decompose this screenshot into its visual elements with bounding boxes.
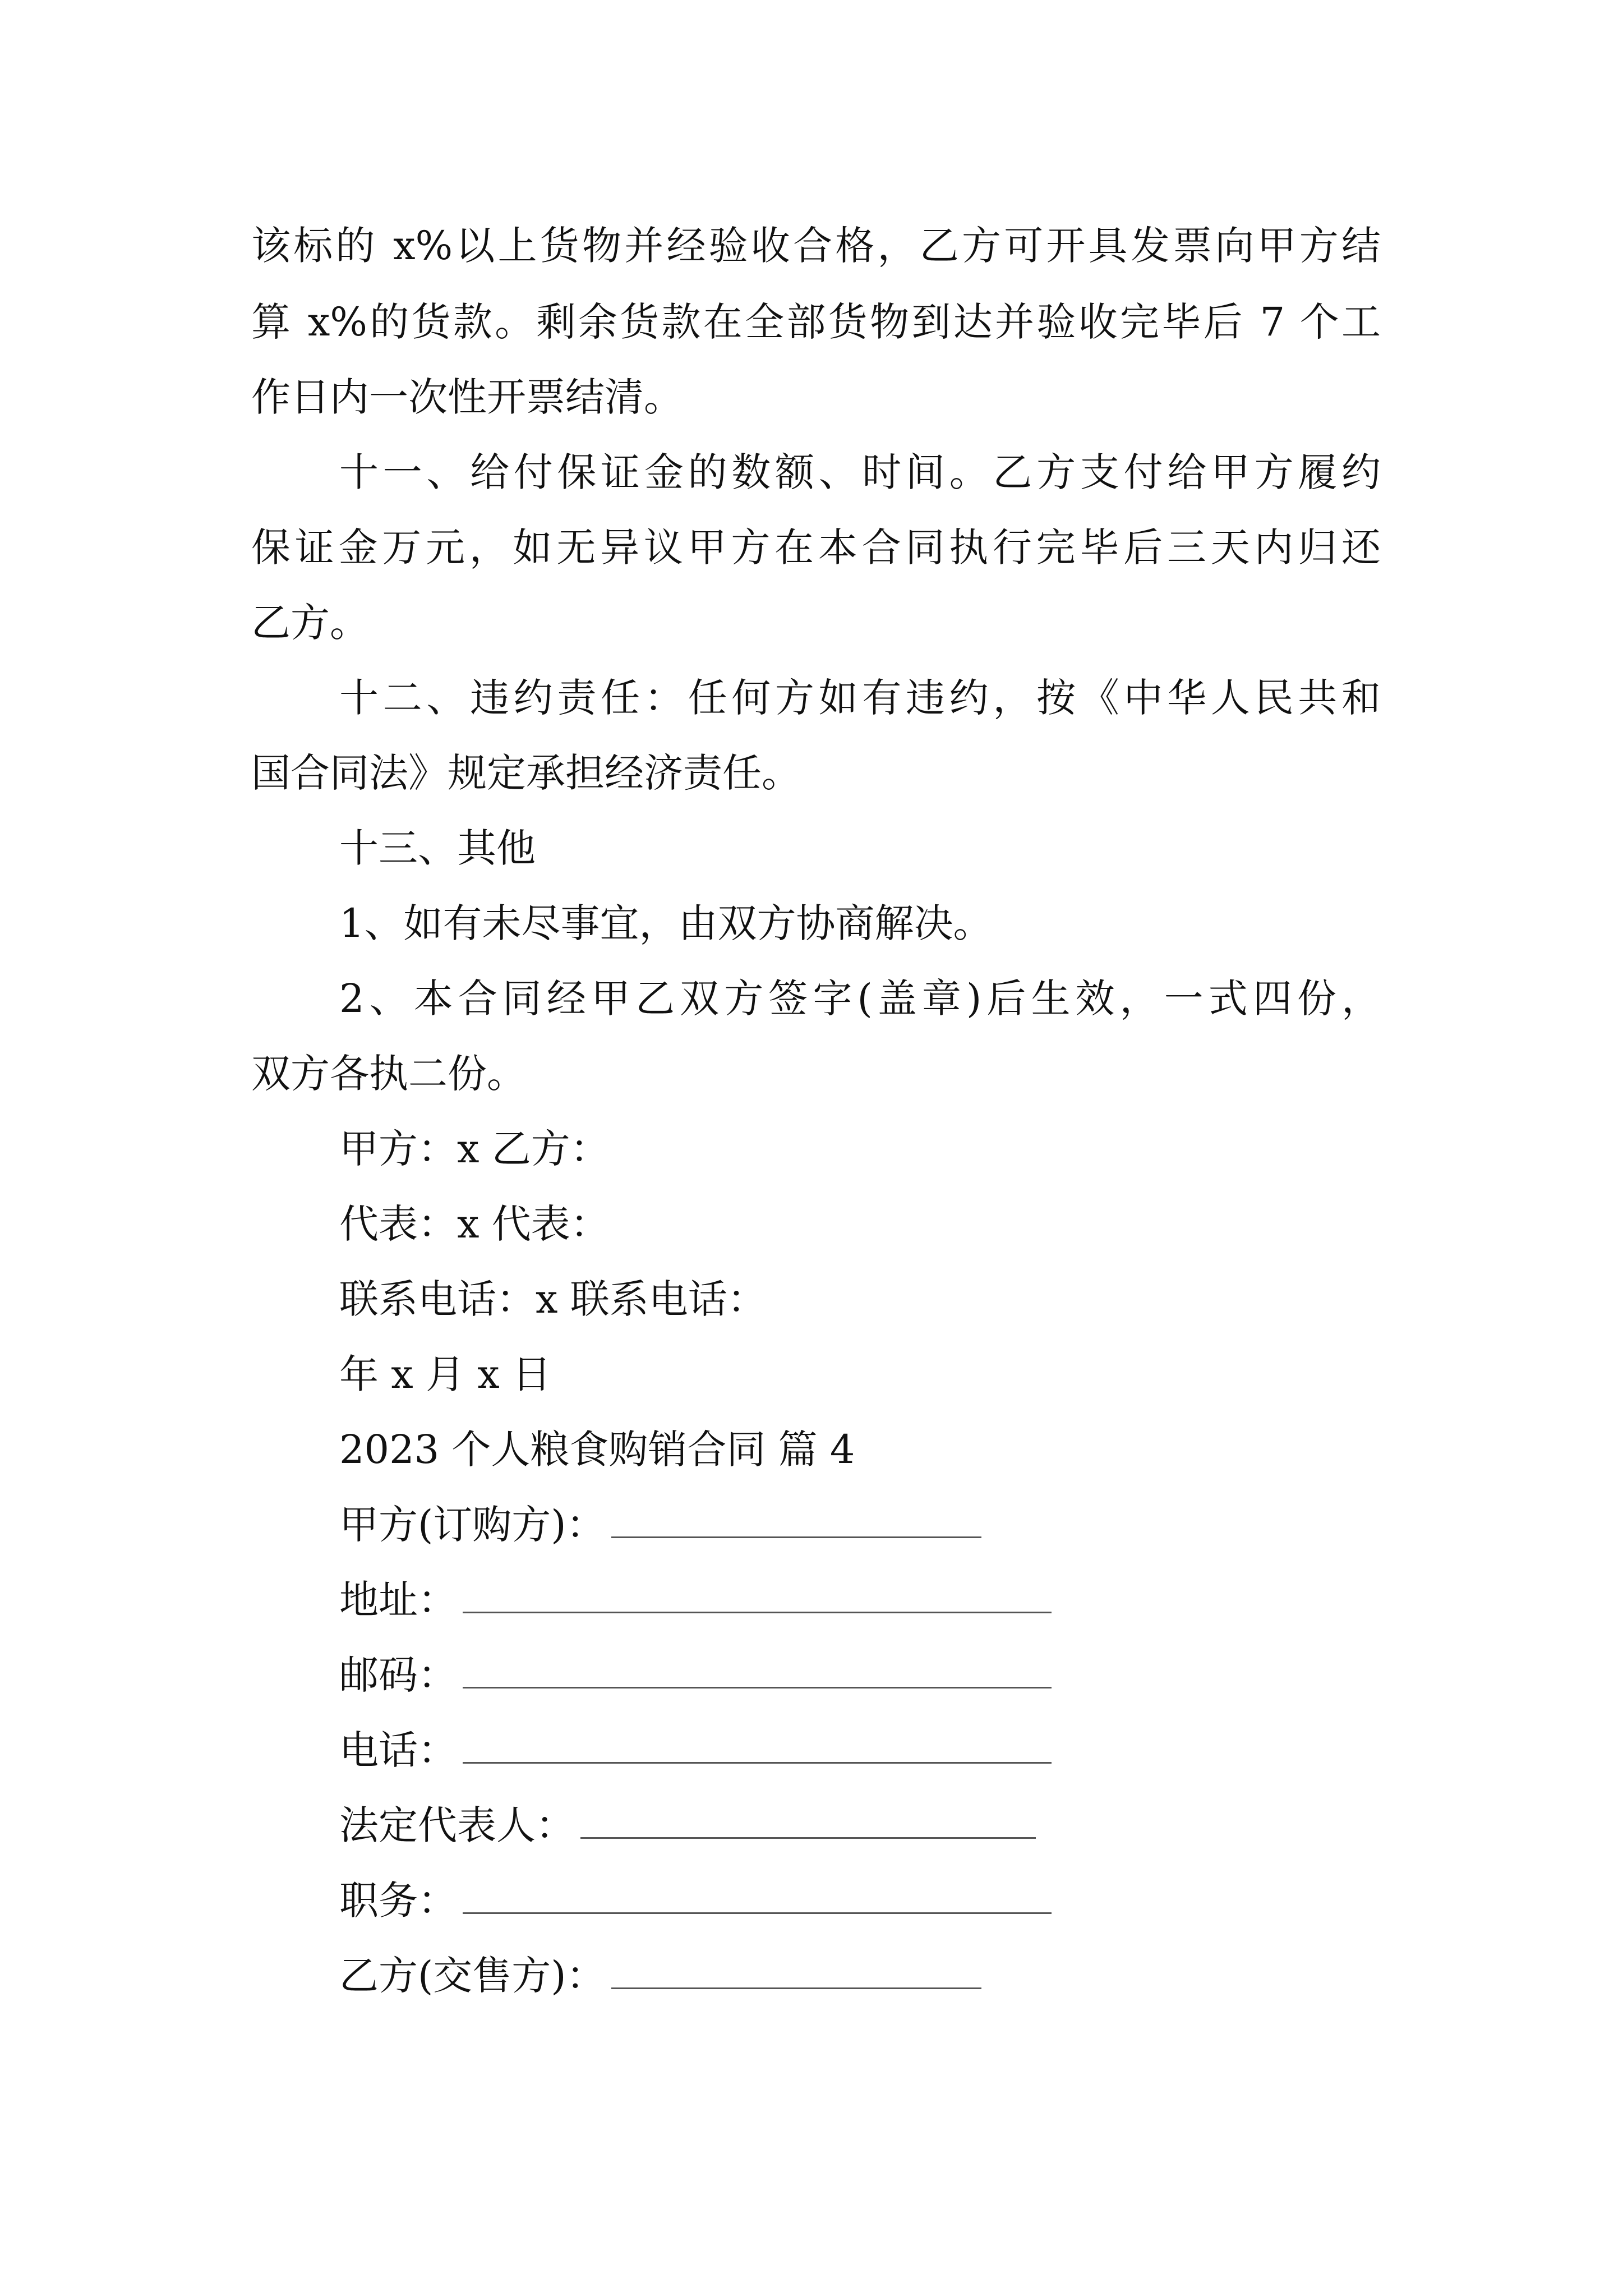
body-text-line: 作日内一次性开票结清。 (251, 374, 683, 420)
position-blank-field (463, 1883, 1052, 1914)
postcode-blank-field (463, 1658, 1052, 1688)
form-row-postcode (339, 1647, 1052, 1703)
buyer-blank-field (611, 1507, 981, 1538)
body-text-line: 国合同法》规定承担经济责任。 (251, 750, 801, 796)
body-text-line: 算 x%的货款。剩余货款在全部货物到达并验收完毕后 7 个工 (251, 299, 1381, 345)
form-row-address (339, 1572, 1052, 1628)
section-title: 2023 个人粮食购销合同 篇 4 (339, 1427, 855, 1473)
form-label-phone: 电话： (339, 1727, 457, 1773)
clause-eleven-heading: 十一、给付保证金的数额、时间。乙方支付给甲方履约 (339, 449, 1381, 495)
form-row-position (339, 1872, 1052, 1929)
body-text-line: 乙方。 (251, 600, 369, 646)
phone-blank-field (463, 1733, 1052, 1764)
address-blank-field (463, 1582, 1052, 1613)
form-row-buyer (339, 1497, 981, 1553)
signature-phone-line: 联系电话：x 联系电话： (339, 1276, 767, 1322)
clause-twelve-heading: 十二、违约责任：任何方如有违约，按《中华人民共和 (339, 675, 1381, 721)
form-label-address: 地址： (339, 1577, 457, 1623)
body-text-line: 该标的 x%以上货物并经验收合格，乙方可开具发票向甲方结 (251, 223, 1381, 269)
legal-representative-blank-field (580, 1808, 1036, 1839)
form-label-legal-representative: 法定代表人： (339, 1802, 575, 1848)
form-row-phone (339, 1722, 1052, 1778)
signature-date-line: 年 x 月 x 日 (339, 1351, 551, 1397)
form-label-buyer: 甲方(订购方)： (339, 1502, 606, 1548)
body-text-line: 双方各执二份。 (251, 1051, 526, 1097)
signature-party-line: 甲方：x 乙方： (339, 1126, 610, 1172)
clause-thirteen-heading: 十三、其他 (339, 825, 536, 871)
form-label-postcode: 邮码： (339, 1652, 457, 1698)
form-label-seller: 乙方(交售方)： (339, 1953, 606, 1999)
body-text-line: 保证金万元，如无异议甲方在本合同执行完毕后三天内归还 (251, 524, 1381, 570)
form-row-seller (339, 1948, 981, 2004)
signature-representative-line: 代表：x 代表： (339, 1201, 610, 1247)
form-label-position: 职务： (339, 1878, 457, 1924)
sub-clause-2: 2、本合同经甲乙双方签字(盖章)后生效，一式四份， (339, 976, 1381, 1022)
seller-blank-field (611, 1958, 981, 1989)
sub-clause-1: 1、如有未尽事宜，由双方协商解决。 (339, 900, 993, 946)
form-row-legal-representative (339, 1797, 1036, 1853)
